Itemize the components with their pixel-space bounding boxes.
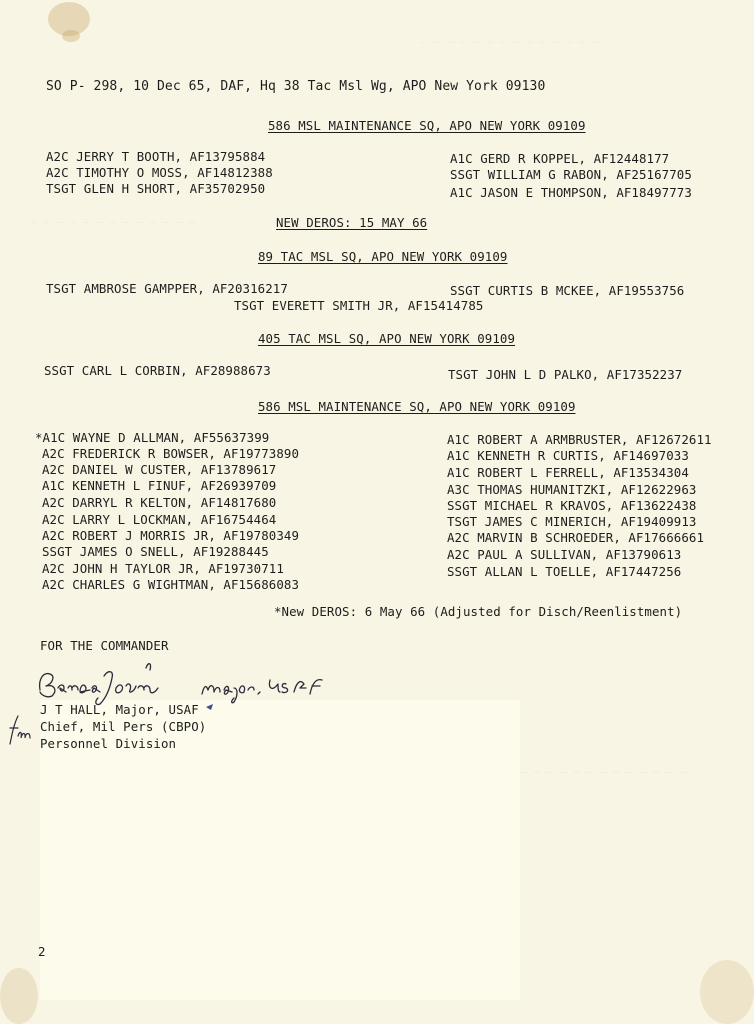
roster-entry: TSGT GLEN H SHORT, AF35702950 [46, 181, 266, 196]
page-number: 2 [38, 944, 46, 959]
roster-entry: A2C FREDERICK R BOWSER, AF19773890 [42, 446, 300, 461]
roster-entry: A3C THOMAS HUMANITZKI, AF12622963 [447, 482, 697, 497]
roster-entry: A1C KENNETH R CURTIS, AF14697033 [447, 448, 689, 463]
roster-entry: A2C LARRY L LOCKMAN, AF16754464 [42, 512, 277, 527]
roster-entry: TSGT EVERETT SMITH JR, AF15414785 [234, 298, 484, 313]
roster-entry: SSGT WILLIAM G RABON, AF25167705 [450, 167, 692, 182]
order-line: SO P- 298, 10 Dec 65, DAF, Hq 38 Tac Msl Wg, APO New York 09130 [46, 79, 546, 94]
roster-entry: A2C DANIEL W CUSTER, AF13789617 [42, 462, 277, 477]
roster-entry: A2C MARVIN B SCHROEDER, AF17666661 [447, 530, 705, 545]
roster-entry: TSGT AMBROSE GAMPPER, AF20316217 [46, 281, 288, 296]
bleed-through-text: _ _ _ _ _ _ _ _ _ _ _ _ _ [30, 210, 196, 223]
roster-entry: A2C TIMOTHY O MOSS, AF14812388 [46, 165, 273, 180]
stain-top-left-small [62, 30, 80, 42]
footnote: *New DEROS: 6 May 66 (Adjusted for Disch/Reenlistment) [274, 604, 683, 619]
roster-entry: A2C JOHN H TAYLOR JR, AF19730711 [42, 561, 284, 576]
roster-entry: A1C JASON E THOMPSON, AF18497773 [450, 185, 692, 200]
roster-entry: A2C ROBERT J MORRIS JR, AF19780349 [42, 528, 300, 543]
stain-bottom-left [0, 968, 38, 1024]
roster-entry: A1C ROBERT A ARMBRUSTER, AF12672611 [447, 432, 712, 447]
roster-entry: A2C PAUL A SULLIVAN, AF13790613 [447, 547, 682, 562]
roster-entry: A1C KENNETH L FINUF, AF26939709 [42, 478, 277, 493]
signature-name: J T HALL, Major, USAF [40, 702, 199, 717]
roster-entry: SSGT MICHAEL R KRAVOS, AF13622438 [447, 498, 697, 513]
bleed-through-text: _ _ _ _ _ _ _ _ _ _ _ _ _ _ [420, 30, 599, 43]
handwritten-initials [6, 712, 34, 748]
signature-division: Personnel Division [40, 736, 177, 751]
roster-entry: A1C GERD R KOPPEL, AF12448177 [450, 151, 670, 166]
roster-entry: A1C ROBERT L FERRELL, AF13534304 [447, 465, 689, 480]
roster-entry: TSGT JOHN L D PALKO, AF17352237 [448, 367, 683, 382]
section-heading: 586 MSL MAINTENANCE SQ, APO NEW YORK 09109 [268, 118, 586, 133]
roster-entry: A2C CHARLES G WIGHTMAN, AF15686083 [42, 577, 300, 592]
section-heading: 586 MSL MAINTENANCE SQ, APO NEW YORK 09109 [258, 399, 576, 414]
roster-entry: SSGT CURTIS B MCKEE, AF19553756 [450, 283, 685, 298]
roster-entry: TSGT JAMES C MINERICH, AF19409913 [447, 514, 697, 529]
roster-entry: *A1C WAYNE D ALLMAN, AF55637399 [35, 430, 270, 445]
roster-entry: A2C JERRY T BOOTH, AF13795884 [46, 149, 266, 164]
roster-entry: SSGT JAMES O SNELL, AF19288445 [42, 544, 269, 559]
signature-title: Chief, Mil Pers (CBPO) [40, 719, 207, 734]
roster-entry: A2C DARRYL R KELTON, AF14817680 [42, 495, 277, 510]
deros-heading: NEW DEROS: 15 MAY 66 [276, 215, 428, 230]
bleed-through-text: _ _ _ _ _ _ _ _ _ _ _ _ _ [520, 760, 686, 773]
roster-entry: SSGT ALLAN L TOELLE, AF17447256 [447, 564, 682, 579]
roster-entry: SSGT CARL L CORBIN, AF28988673 [44, 363, 271, 378]
for-commander-line: FOR THE COMMANDER [40, 638, 169, 653]
stain-bottom-right [700, 960, 754, 1024]
section-heading: 89 TAC MSL SQ, APO NEW YORK 09109 [258, 249, 508, 264]
section-heading: 405 TAC MSL SQ, APO NEW YORK 09109 [258, 331, 516, 346]
ink-mark [205, 702, 215, 712]
